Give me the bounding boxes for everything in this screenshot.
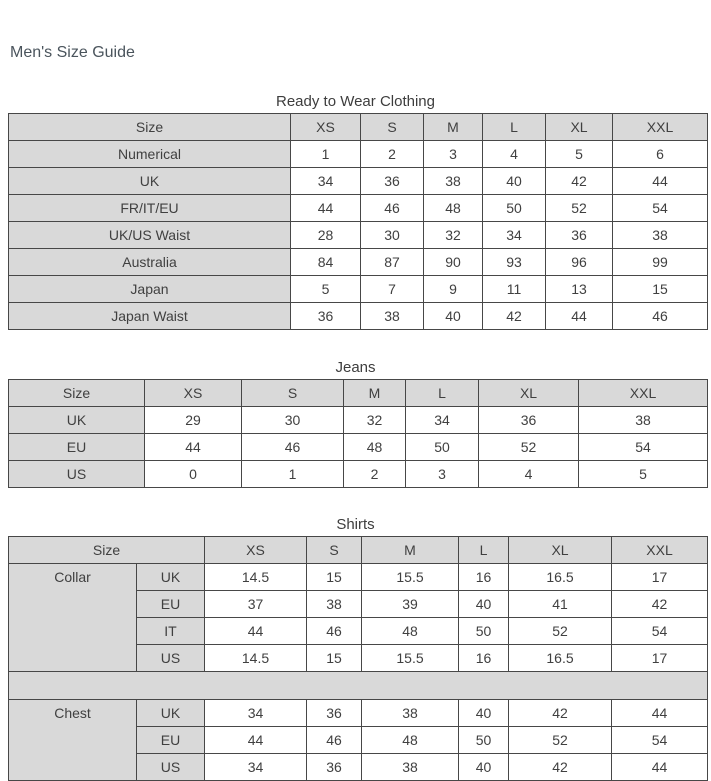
column-header: XXL bbox=[579, 380, 708, 407]
ready-to-wear-size-table bbox=[8, 113, 708, 330]
size-value-cell: 16 bbox=[459, 645, 509, 672]
size-value-cell: 44 bbox=[546, 303, 613, 330]
size-value-cell: 15 bbox=[307, 645, 362, 672]
column-header: S bbox=[307, 537, 362, 564]
size-value-cell: 14.5 bbox=[205, 564, 307, 591]
size-value-cell: 34 bbox=[291, 168, 361, 195]
size-value-cell: 1 bbox=[242, 461, 344, 488]
size-value-cell: 38 bbox=[424, 168, 483, 195]
size-value-cell: 30 bbox=[361, 222, 424, 249]
size-value-cell: 46 bbox=[307, 618, 362, 645]
table-row bbox=[9, 168, 708, 195]
table-row bbox=[9, 564, 708, 591]
table-row bbox=[9, 434, 708, 461]
size-value-cell: 3 bbox=[424, 141, 483, 168]
column-header: Size bbox=[9, 537, 205, 564]
header-row bbox=[9, 380, 708, 407]
size-value-cell: 14.5 bbox=[205, 645, 307, 672]
size-value-cell: 32 bbox=[424, 222, 483, 249]
size-value-cell: 5 bbox=[546, 141, 613, 168]
column-header: Size bbox=[9, 380, 145, 407]
column-header: M bbox=[362, 537, 459, 564]
size-value-cell: 44 bbox=[145, 434, 242, 461]
size-value-cell: 38 bbox=[362, 700, 459, 727]
size-value-cell: 16.5 bbox=[509, 645, 612, 672]
size-value-cell: 17 bbox=[612, 564, 708, 591]
size-value-cell: 48 bbox=[344, 434, 406, 461]
size-value-cell: 7 bbox=[361, 276, 424, 303]
size-value-cell: 2 bbox=[344, 461, 406, 488]
size-value-cell: 40 bbox=[459, 754, 509, 781]
size-value-cell: 40 bbox=[459, 700, 509, 727]
size-value-cell: 34 bbox=[205, 754, 307, 781]
column-header: XL bbox=[509, 537, 612, 564]
row-label-cell: US bbox=[137, 645, 205, 672]
group-label-cell: Collar bbox=[9, 564, 137, 672]
size-value-cell: 40 bbox=[459, 591, 509, 618]
size-value-cell: 11 bbox=[483, 276, 546, 303]
size-value-cell: 42 bbox=[612, 591, 708, 618]
size-value-cell: 36 bbox=[291, 303, 361, 330]
size-value-cell: 32 bbox=[344, 407, 406, 434]
size-value-cell: 90 bbox=[424, 249, 483, 276]
size-value-cell: 50 bbox=[459, 727, 509, 754]
row-label-cell: UK bbox=[137, 700, 205, 727]
column-header: Size bbox=[9, 114, 291, 141]
size-value-cell: 99 bbox=[613, 249, 708, 276]
row-label-cell: EU bbox=[137, 591, 205, 618]
size-value-cell: 42 bbox=[509, 700, 612, 727]
column-header: S bbox=[361, 114, 424, 141]
size-value-cell: 46 bbox=[307, 727, 362, 754]
size-value-cell: 34 bbox=[205, 700, 307, 727]
size-value-cell: 37 bbox=[205, 591, 307, 618]
column-header: XXL bbox=[613, 114, 708, 141]
column-header: XL bbox=[546, 114, 613, 141]
size-value-cell: 36 bbox=[307, 700, 362, 727]
size-value-cell: 50 bbox=[406, 434, 479, 461]
size-value-cell: 44 bbox=[612, 754, 708, 781]
size-value-cell: 4 bbox=[483, 141, 546, 168]
size-value-cell: 42 bbox=[546, 168, 613, 195]
size-value-cell: 46 bbox=[613, 303, 708, 330]
row-label-cell: EU bbox=[9, 434, 145, 461]
size-value-cell: 9 bbox=[424, 276, 483, 303]
separator-row bbox=[9, 672, 708, 700]
column-header: M bbox=[424, 114, 483, 141]
size-value-cell: 52 bbox=[546, 195, 613, 222]
size-value-cell: 34 bbox=[483, 222, 546, 249]
size-value-cell: 44 bbox=[291, 195, 361, 222]
size-value-cell: 5 bbox=[579, 461, 708, 488]
size-value-cell: 34 bbox=[406, 407, 479, 434]
size-value-cell: 16 bbox=[459, 564, 509, 591]
size-value-cell: 54 bbox=[613, 195, 708, 222]
header-row bbox=[9, 537, 708, 564]
table-row bbox=[9, 249, 708, 276]
group-label-cell: Chest bbox=[9, 700, 137, 781]
column-header: L bbox=[483, 114, 546, 141]
size-value-cell: 44 bbox=[205, 727, 307, 754]
size-value-cell: 44 bbox=[205, 618, 307, 645]
column-header: L bbox=[406, 380, 479, 407]
row-label-cell: UK bbox=[9, 407, 145, 434]
size-value-cell: 36 bbox=[479, 407, 579, 434]
size-value-cell: 28 bbox=[291, 222, 361, 249]
size-value-cell: 52 bbox=[479, 434, 579, 461]
size-value-cell: 36 bbox=[546, 222, 613, 249]
size-value-cell: 17 bbox=[612, 645, 708, 672]
size-value-cell: 44 bbox=[612, 700, 708, 727]
row-label-cell: US bbox=[137, 754, 205, 781]
size-value-cell: 54 bbox=[579, 434, 708, 461]
row-label-cell: UK/US Waist bbox=[9, 222, 291, 249]
size-value-cell: 52 bbox=[509, 727, 612, 754]
row-label-cell: Japan bbox=[9, 276, 291, 303]
size-value-cell: 5 bbox=[291, 276, 361, 303]
size-value-cell: 3 bbox=[406, 461, 479, 488]
size-value-cell: 46 bbox=[242, 434, 344, 461]
column-header: XS bbox=[205, 537, 307, 564]
size-value-cell: 40 bbox=[483, 168, 546, 195]
size-value-cell: 48 bbox=[362, 727, 459, 754]
size-value-cell: 40 bbox=[424, 303, 483, 330]
header-row bbox=[9, 114, 708, 141]
size-value-cell: 50 bbox=[483, 195, 546, 222]
size-value-cell: 15 bbox=[613, 276, 708, 303]
size-value-cell: 93 bbox=[483, 249, 546, 276]
size-value-cell: 13 bbox=[546, 276, 613, 303]
jeans-caption: Jeans bbox=[335, 359, 376, 376]
size-value-cell: 30 bbox=[242, 407, 344, 434]
size-value-cell: 41 bbox=[509, 591, 612, 618]
size-value-cell: 38 bbox=[613, 222, 708, 249]
column-header: XS bbox=[291, 114, 361, 141]
size-value-cell: 87 bbox=[361, 249, 424, 276]
size-value-cell: 15.5 bbox=[362, 564, 459, 591]
table-row bbox=[9, 195, 708, 222]
size-value-cell: 15 bbox=[307, 564, 362, 591]
size-value-cell: 48 bbox=[424, 195, 483, 222]
separator-cell bbox=[9, 672, 708, 700]
size-value-cell: 50 bbox=[459, 618, 509, 645]
size-value-cell: 16.5 bbox=[509, 564, 612, 591]
size-value-cell: 46 bbox=[361, 195, 424, 222]
size-value-cell: 15.5 bbox=[362, 645, 459, 672]
table-row bbox=[9, 303, 708, 330]
size-value-cell: 38 bbox=[579, 407, 708, 434]
page-title: Men's Size Guide bbox=[10, 44, 135, 61]
row-label-cell: IT bbox=[137, 618, 205, 645]
size-value-cell: 38 bbox=[307, 591, 362, 618]
column-header: XXL bbox=[612, 537, 708, 564]
size-value-cell: 42 bbox=[483, 303, 546, 330]
ready-to-wear-caption: Ready to Wear Clothing bbox=[276, 93, 435, 110]
size-value-cell: 54 bbox=[612, 618, 708, 645]
row-label-cell: EU bbox=[137, 727, 205, 754]
shirts-size-table bbox=[8, 536, 708, 781]
table-row bbox=[9, 407, 708, 434]
column-header: XS bbox=[145, 380, 242, 407]
size-value-cell: 96 bbox=[546, 249, 613, 276]
row-label-cell: UK bbox=[137, 564, 205, 591]
size-value-cell: 38 bbox=[362, 754, 459, 781]
size-value-cell: 52 bbox=[509, 618, 612, 645]
column-header: S bbox=[242, 380, 344, 407]
shirts-caption: Shirts bbox=[336, 516, 375, 533]
size-value-cell: 36 bbox=[307, 754, 362, 781]
row-label-cell: US bbox=[9, 461, 145, 488]
size-value-cell: 39 bbox=[362, 591, 459, 618]
size-value-cell: 2 bbox=[361, 141, 424, 168]
size-value-cell: 6 bbox=[613, 141, 708, 168]
column-header: XL bbox=[479, 380, 579, 407]
table-row bbox=[9, 222, 708, 249]
size-value-cell: 1 bbox=[291, 141, 361, 168]
size-value-cell: 84 bbox=[291, 249, 361, 276]
row-label-cell: FR/IT/EU bbox=[9, 195, 291, 222]
size-value-cell: 29 bbox=[145, 407, 242, 434]
size-value-cell: 38 bbox=[361, 303, 424, 330]
table-row bbox=[9, 461, 708, 488]
size-value-cell: 48 bbox=[362, 618, 459, 645]
size-value-cell: 4 bbox=[479, 461, 579, 488]
column-header: M bbox=[344, 380, 406, 407]
table-row bbox=[9, 276, 708, 303]
size-value-cell: 0 bbox=[145, 461, 242, 488]
size-value-cell: 42 bbox=[509, 754, 612, 781]
size-value-cell: 54 bbox=[612, 727, 708, 754]
row-label-cell: Numerical bbox=[9, 141, 291, 168]
size-value-cell: 36 bbox=[361, 168, 424, 195]
jeans-size-table bbox=[8, 379, 708, 488]
row-label-cell: Japan Waist bbox=[9, 303, 291, 330]
row-label-cell: Australia bbox=[9, 249, 291, 276]
table-row bbox=[9, 700, 708, 727]
column-header: L bbox=[459, 537, 509, 564]
size-value-cell: 44 bbox=[613, 168, 708, 195]
table-row bbox=[9, 141, 708, 168]
row-label-cell: UK bbox=[9, 168, 291, 195]
